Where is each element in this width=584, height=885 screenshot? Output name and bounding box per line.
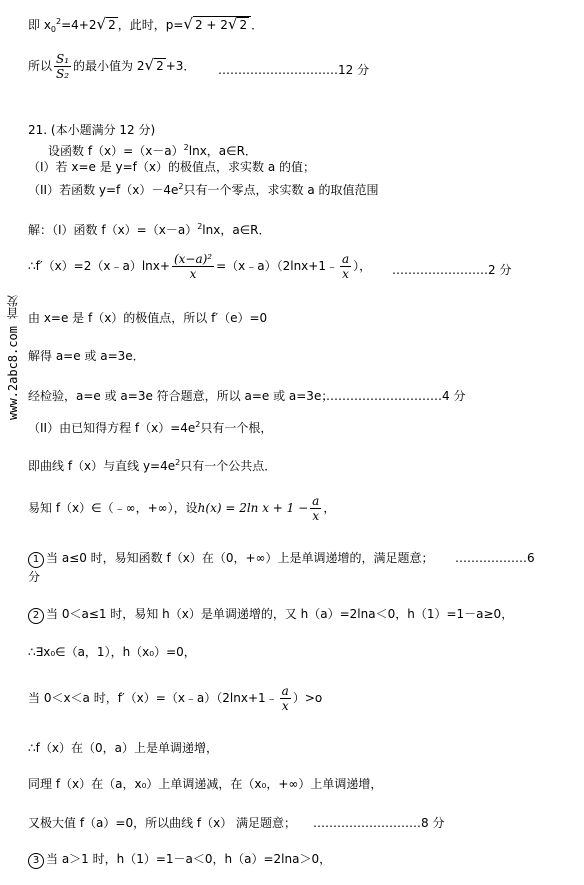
denominator: x: [312, 509, 320, 523]
text: 即 x: [28, 18, 51, 32]
circled-number: 2: [28, 608, 44, 624]
text: ，: [323, 501, 336, 515]
solution-start: [28, 219, 270, 238]
subscript: 0: [50, 25, 57, 34]
score-unit: 分: [28, 570, 41, 584]
fraction: [54, 52, 71, 81]
text: =（x﹣a）（2lnx+1﹣: [216, 259, 338, 273]
score-dots-2: ……………………2 分: [392, 263, 512, 277]
part-2-question: [28, 179, 378, 198]
derivative-line: [28, 252, 371, 281]
text: =4+2: [61, 18, 97, 32]
solution-line: [28, 494, 335, 523]
problem-statement: [48, 140, 257, 159]
text: lnx，a∈R．: [202, 223, 271, 237]
text: 所以: [28, 59, 53, 73]
text: 当 0＜x＜a 时，f′（x）=（x﹣a）（2lnx+1﹣: [28, 691, 278, 705]
numerator: a: [341, 252, 350, 266]
text: （II）由已知得方程 f（x）=4e: [28, 421, 196, 435]
text: 只有一个公共点．: [180, 459, 277, 473]
superscript: 2: [197, 222, 203, 231]
numerator: (x−a)²: [173, 252, 213, 266]
formula-line-2: [28, 52, 195, 81]
score-dots-4: …………………………4 分: [322, 389, 466, 403]
watermark-text: www.2abc8.com 首发: [6, 294, 20, 420]
radicand: 2: [108, 18, 116, 32]
solution-line: 由 x=e 是 f（x）的极值点，所以 f′（e）=0: [28, 311, 268, 325]
text: ．: [251, 18, 264, 32]
text: ，此时，p=: [117, 18, 184, 32]
superscript: 2: [178, 182, 184, 191]
solution-line: 又极大值 f（a）=0，所以曲线 f（x） 满足题意；: [28, 816, 297, 830]
case-2-line: [28, 606, 513, 624]
solution-line: ∴∃x₀∈（a，1），h（x₀）=0，: [28, 645, 196, 659]
solution-line: 解得 a=e 或 a=3e．: [28, 349, 145, 363]
score-dots-6: ………………6: [455, 551, 535, 565]
text: 解：（I）函数 f（x）=（x－a）: [28, 223, 198, 237]
solution-line: 同理 f（x）在（a，x₀）上单调递减，在（x₀，+∞）上单调递增，: [28, 777, 383, 791]
radicand: [193, 16, 251, 32]
fraction: [280, 684, 291, 713]
text: ），: [353, 259, 372, 273]
text: ）>o: [292, 691, 323, 705]
text: 当 a＞1 时，h（1）=1－a＜0，h（a）=2lna＞0，: [46, 852, 332, 866]
text: 只有一个零点，求实数 a 的取值范围: [183, 183, 379, 197]
denominator: x: [281, 699, 289, 713]
circled-number: 1: [28, 552, 44, 568]
text: 即曲线 f（x）与直线 y=4e: [28, 459, 176, 473]
text: 只有一个根，: [200, 421, 273, 435]
radical-sign: √: [227, 15, 238, 33]
text: lnx，a∈R．: [188, 144, 257, 158]
solution-line: [28, 455, 276, 474]
superscript: 2: [56, 17, 62, 26]
radical-sign: √: [96, 15, 107, 33]
case-3-line: [28, 851, 331, 869]
solution-line: ∴f（x）在（0，a）上是单调递增，: [28, 741, 218, 755]
numerator: a: [312, 494, 320, 508]
denominator: x: [189, 267, 197, 281]
part-1-question: （I）若 x=e 是 y=f（x）的极值点，求实数 a 的值；: [28, 160, 315, 174]
formula: h(x) = 2ln x + 1 −: [197, 501, 309, 515]
formula-line-1: [28, 14, 263, 38]
numerator: S₁: [56, 52, 70, 66]
solution-line: [28, 684, 322, 713]
score-dots-8: ………………………8 分: [313, 816, 445, 830]
denominator: S₂: [56, 67, 70, 81]
superscript: 2: [175, 458, 181, 467]
radical-sign: √: [144, 56, 155, 74]
superscript: 2: [195, 420, 201, 429]
text: 易知 f（x）∈（﹣∞，+∞），设: [28, 501, 198, 515]
radicand-text: 2 + 2: [194, 18, 228, 32]
fraction: [310, 494, 321, 523]
problem-header: 21. (本小题满分 12 分): [28, 123, 156, 137]
superscript: 2: [183, 143, 189, 152]
score-dots-12: …………………………12 分: [218, 63, 370, 77]
text: ∴f′（x）=2（x﹣a）lnx+: [28, 259, 170, 273]
radicand: 2: [156, 59, 164, 73]
fraction: [172, 252, 214, 281]
circled-number: 3: [28, 853, 44, 869]
solution-line: [28, 417, 272, 436]
text: 当 0＜a≤1 时，易知 h（x）是单调递增的，又 h（a）=2lna＜0，h（1）=1－a≥0，: [46, 607, 514, 621]
text: 设函数 f（x）=（x－a）: [48, 144, 184, 158]
numerator: a: [281, 684, 289, 698]
text: 的最小值为 2: [73, 59, 145, 73]
radicand-inner: 2: [239, 18, 248, 32]
text: +3．: [165, 59, 196, 73]
text: 当 a≤0 时，易知函数 f（x）在（0，+∞）上是单调递增的，满足题意；: [46, 551, 434, 565]
fraction: [340, 252, 351, 281]
solution-line: 经检验，a=e 或 a=3e 符合题意，所以 a=e 或 a=3e；: [28, 389, 334, 403]
case-1-line: [28, 550, 434, 568]
radical-sign: √: [183, 15, 193, 33]
denominator: x: [342, 267, 349, 281]
text: （II）若函数 y=f（x）－4e: [28, 183, 179, 197]
